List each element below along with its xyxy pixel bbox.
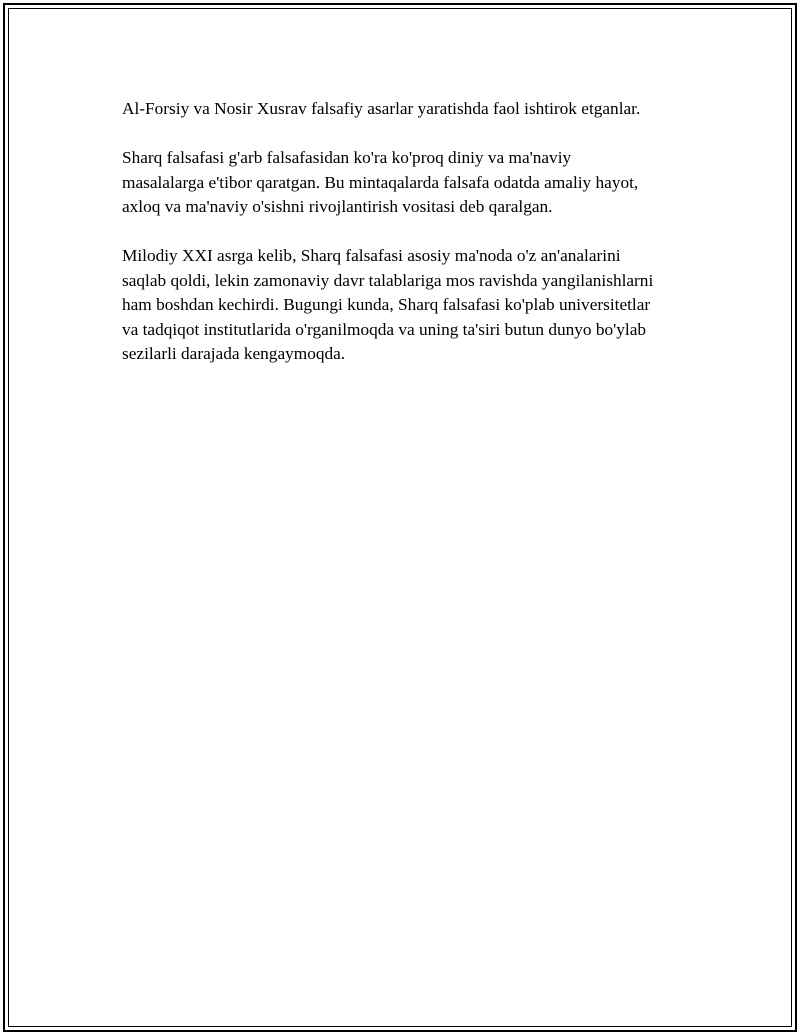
paragraph-line: axloq va ma'naviy o'sishni rivojlantirish vositasi deb qaralgan. (122, 197, 553, 216)
paragraph-line: Milodiy XXI asrga kelib, Sharq falsafasi asosiy ma'noda o'z an'analarini (122, 246, 621, 265)
paragraph-line: sezilarli darajada kengaymoqda. (122, 344, 346, 363)
paragraph-line: masalalarga e'tibor qaratgan. Bu mintaqalarda falsafa odatda amaliy hayot, (122, 172, 639, 192)
paragraph-2 (122, 146, 702, 220)
paragraph-line: saqlab qoldi, lekin zamonaviy davr talablariga mos ravishda yangilanishlarni (122, 270, 654, 290)
paragraph-3 (122, 244, 702, 367)
page-border (3, 3, 797, 1032)
paragraph-line: ham boshdan kechirdi. Bugungi kunda, Sharq falsafasi ko'plab universitetlar (122, 295, 651, 314)
paragraph-line: Sharq falsafasi g'arb falsafasidan ko'ra ko'proq diniy va ma'naviy (122, 148, 572, 167)
paragraph-line: Al-Forsiy va Nosir Xusrav falsafiy asarlar yaratishda faol ishtirok etganlar. (122, 99, 641, 118)
document-body (122, 97, 702, 391)
paragraph-1 (122, 97, 702, 122)
paragraph-line: va tadqiqot institutlarida o'rganilmoqda va uning ta'siri butun dunyo bo'ylab (122, 319, 647, 339)
